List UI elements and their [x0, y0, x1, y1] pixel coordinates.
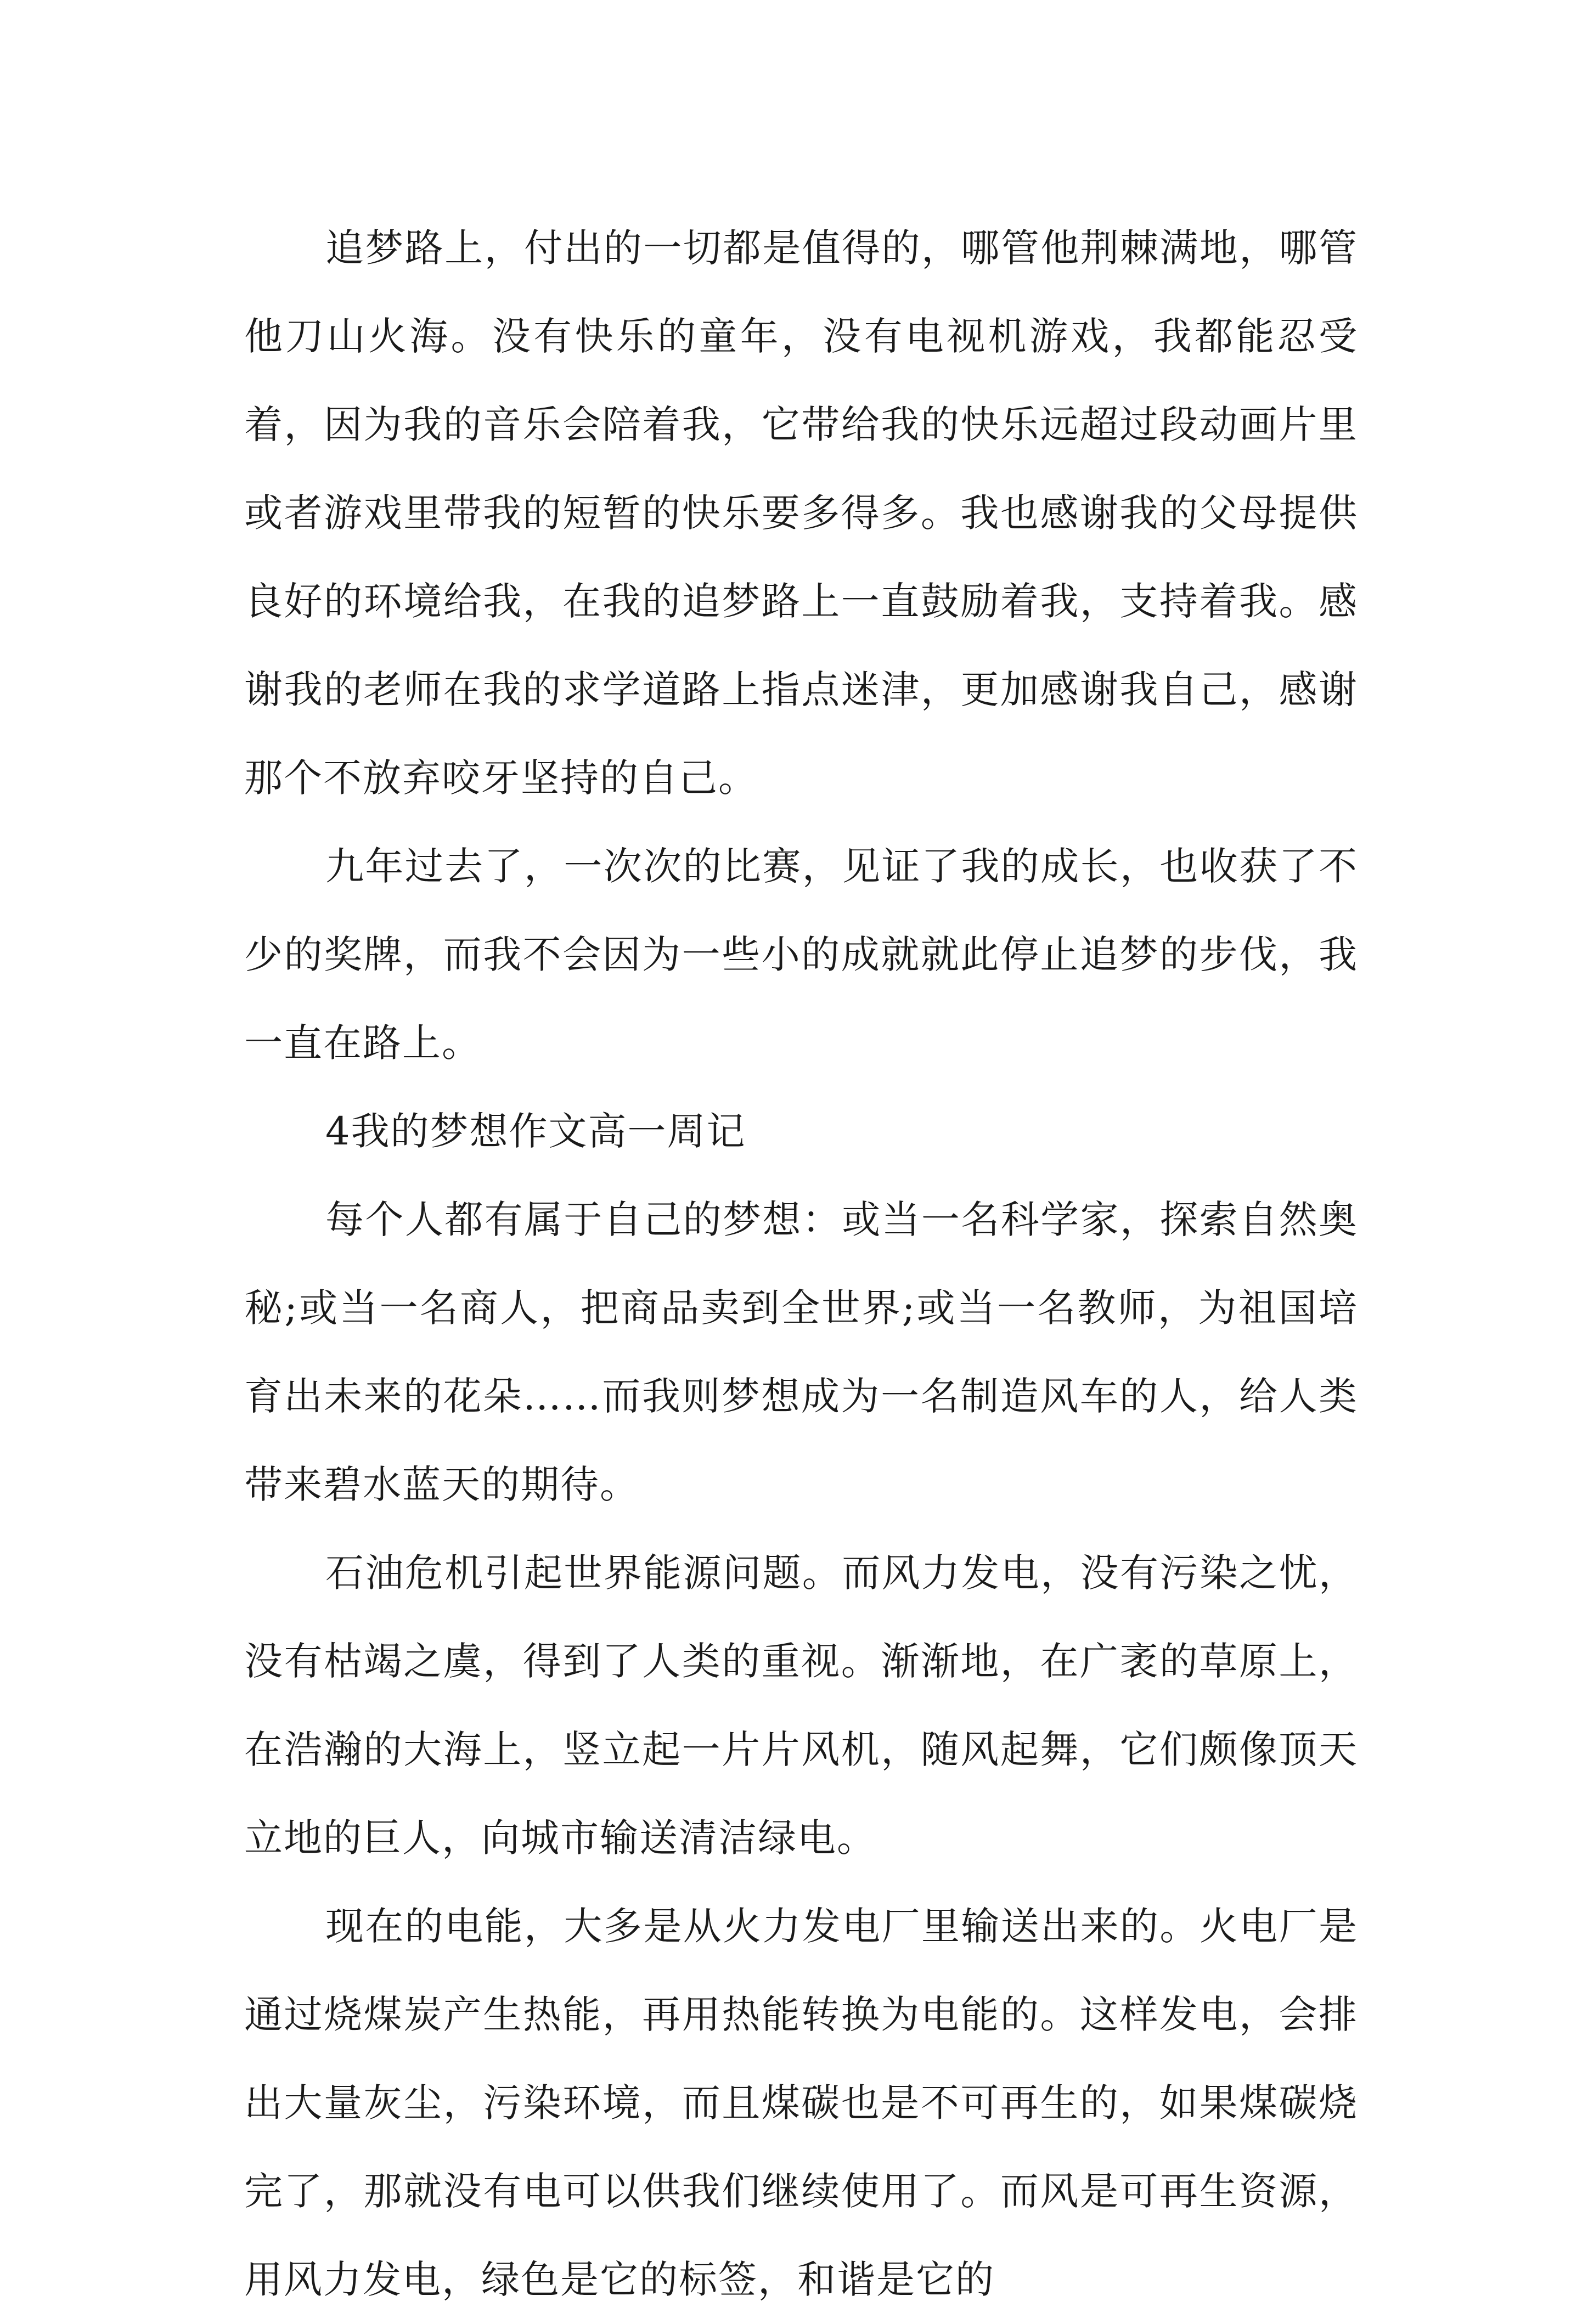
paragraph-dream-chasing: 追梦路上，付出的一切都是值得的，哪管他荆棘满地，哪管他刀山火海。没有快乐的童年，没有电视机游戏，我都能忍受着，因为我的音乐会陪着我，它带给我的快乐远超过段动画片里或者游戏里带我的短暂的快乐要多得多。我也感谢我的父母提供良好的环境给我，在我的追梦路上一直鼓励着我，支持着我。感谢我的老师在我的求学道路上指点迷津，更加感谢我自己，感谢那个不放弃咬牙坚持的自己。 [244, 225, 1358, 800]
paragraph-electric-energy: 现在的电能，大多是从火力发电厂里输送出来的。火电厂是通过烧煤炭产生热能，再用热能转换为电能的。这样发电，会排出大量灰尘，污染环境，而且煤碳也是不可再生的，如果煤碳烧完了，那就没有电可以供我们继续使用了。而风是可再生资源，用风力发电，绿色是它的标签，和谐是它的 [244, 1904, 1358, 2302]
paragraph-everyone-dream: 每个人都有属于自己的梦想：或当一名科学家，探索自然奥秘;或当一名商人，把商品卖到全世界;或当一名教师，为祖国培育出未来的花朵……而我则梦想成为一名制造风车的人，给人类带来碧水蓝天的期待。 [244, 1197, 1358, 1507]
document-body [244, 204, 1358, 2324]
paragraph-oil-crisis: 石油危机引起世界能源问题。而风力发电，没有污染之忧，没有枯竭之虞，得到了人类的重视。渐渐地，在广袤的草原上，在浩瀚的大海上，竖立起一片片风机，随风起舞，它们颇像顶天立地的巨人，向城市输送清洁绿电。 [244, 1550, 1358, 1860]
section-heading: 4我的梦想作文高一周记 [325, 1109, 746, 1154]
paragraph-nine-years: 九年过去了，一次次的比赛，见证了我的成长，也收获了不少的奖牌，而我不会因为一些小的成就就此停止追梦的步伐，我一直在路上。 [244, 844, 1358, 1065]
